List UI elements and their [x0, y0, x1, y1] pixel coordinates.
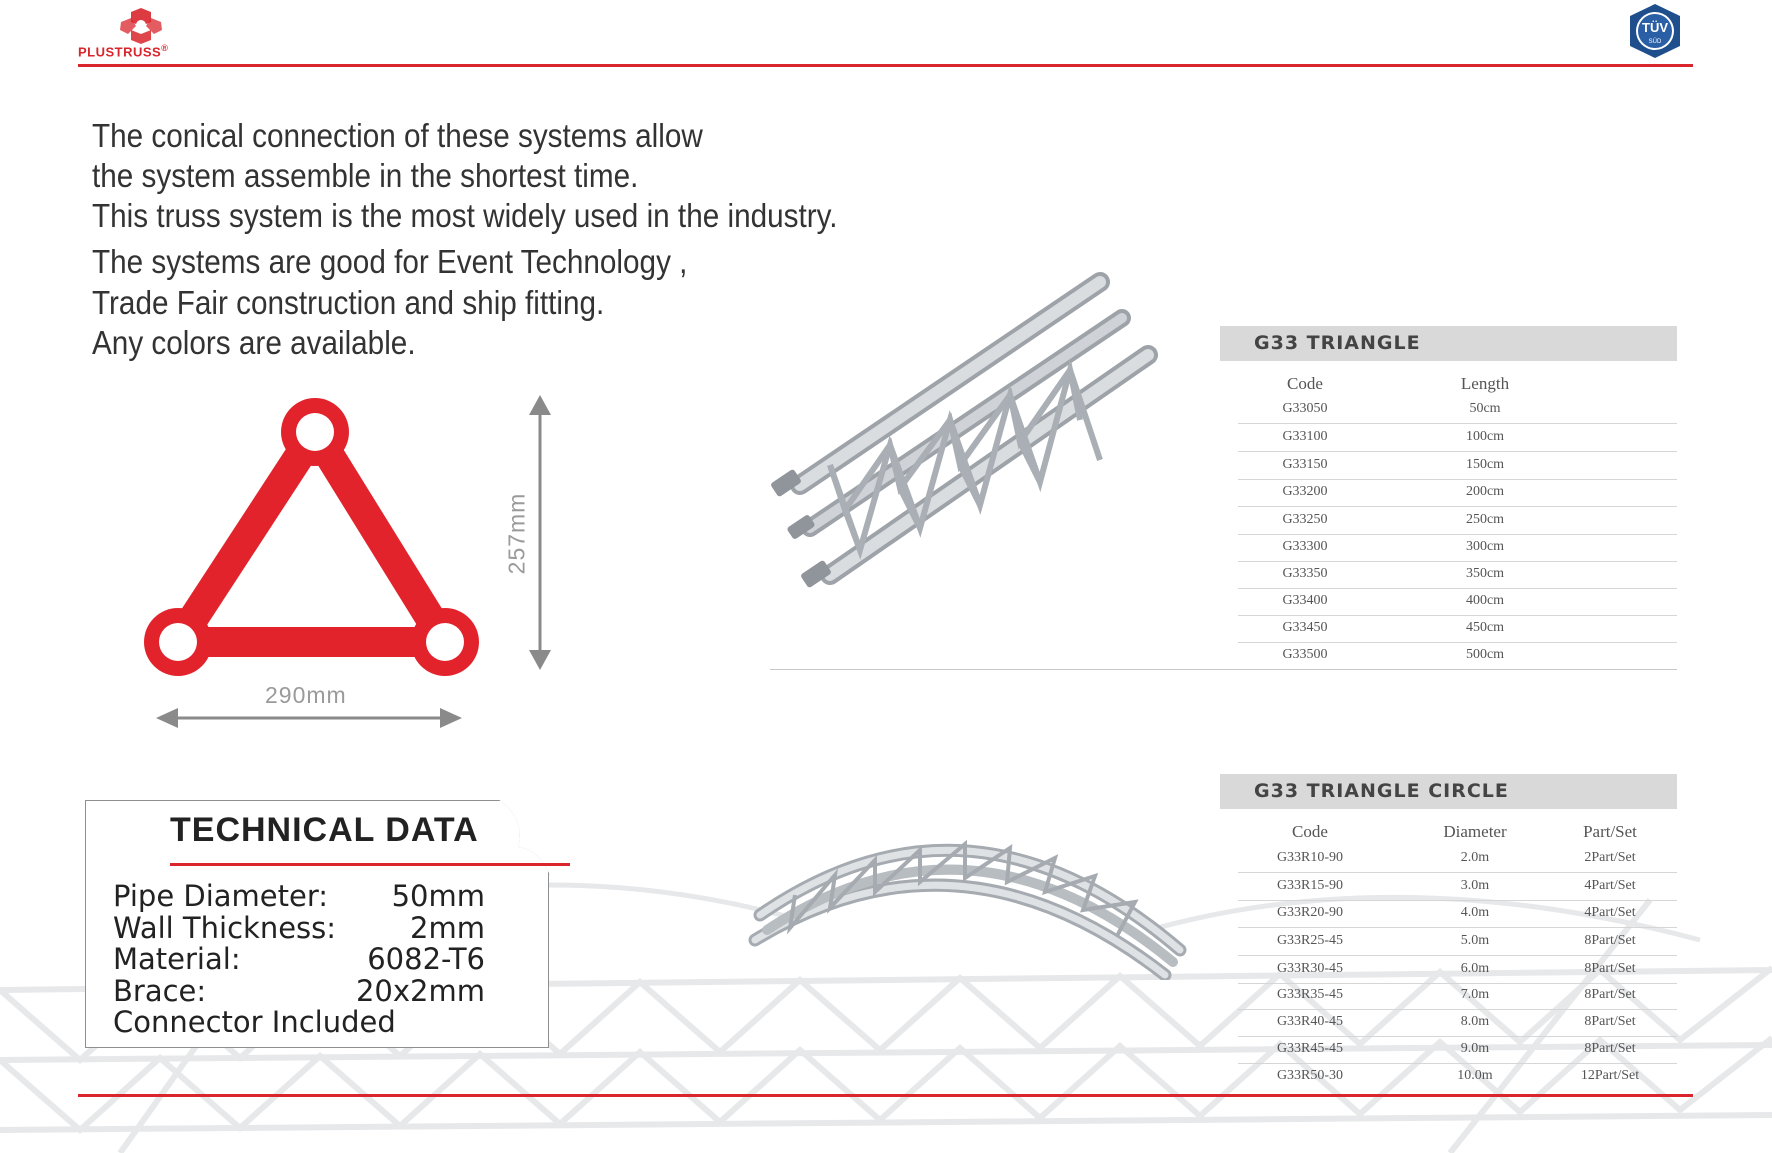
- technical-data-underline: [170, 863, 570, 866]
- spec-label-connector: Connector Included: [113, 1005, 396, 1039]
- brand-name: PLUSTRUSS®: [78, 43, 169, 60]
- circle-table-title: G33 TRIANGLE CIRCLE: [1220, 774, 1677, 809]
- table-row: G33350 350cm: [1238, 561, 1677, 589]
- spec-value-pipe-diameter: 50mm: [391, 879, 485, 913]
- profile-height-label: 257mm: [503, 492, 530, 575]
- technical-data-title: TECHNICAL DATA: [170, 811, 479, 849]
- table-row: G33R50-30 10.0m 12Part/Set: [1276, 1068, 1640, 1083]
- table-row: G33400 400cm: [1238, 588, 1677, 616]
- triangle-table-header-length: Length: [1460, 374, 1510, 393]
- table-row: G33R45-45 9.0m 8Part/Set: [1238, 1036, 1677, 1064]
- table-row: G33R30-45 6.0m 8Part/Set: [1238, 956, 1677, 984]
- technical-data-panel: [85, 800, 549, 1048]
- intro-line-3: This truss system is the most widely used in the industry.: [92, 197, 838, 234]
- circle-table-header-diameter: Diameter: [1443, 822, 1507, 841]
- table-row: G33R15-90 3.0m 4Part/Set: [1238, 873, 1677, 901]
- table-row: G33450 450cm: [1238, 615, 1677, 643]
- intro-line-6: Any colors are available.: [92, 324, 416, 361]
- width-dimension-arrow-icon: [156, 705, 462, 731]
- spec-label-pipe-diameter: Pipe Diameter:: [113, 879, 329, 913]
- table-row: G33050 50cm: [1238, 396, 1677, 424]
- circle-table-header-code: Code: [1292, 822, 1328, 841]
- triangle-circle-truss-image: [745, 830, 1195, 980]
- tuv-badge-text: TÜV: [1642, 20, 1668, 35]
- table-row: G33R20-90 4.0m 4Part/Set: [1238, 900, 1677, 928]
- header-divider: [78, 64, 1693, 67]
- spec-value-material: 6082-T6: [367, 942, 485, 976]
- spec-value-brace: 20x2mm: [355, 974, 485, 1008]
- table-row: G33250 250cm: [1238, 507, 1677, 535]
- intro-line-1: The conical connection of these systems allow: [92, 117, 703, 154]
- table-row: G33R40-45 8.0m 8Part/Set: [1238, 1009, 1677, 1037]
- triangle-table-header-code: Code: [1287, 374, 1323, 393]
- spec-label-material: Material:: [113, 942, 241, 976]
- table-row: G33R35-45 7.0m 8Part/Set: [1238, 982, 1677, 1010]
- table-row: G33200 200cm: [1238, 479, 1677, 507]
- table-row: G33300 300cm: [1238, 534, 1677, 562]
- footer-divider: [78, 1094, 1693, 1097]
- intro-line-5: Trade Fair construction and ship fitting.: [92, 284, 605, 321]
- triangle-table-title: G33 TRIANGLE: [1220, 326, 1677, 361]
- table-row: G33500 500cm: [770, 642, 1677, 670]
- table-row: G33R10-90 2.0m 2Part/Set: [1238, 845, 1677, 873]
- tuv-sud-badge-icon: [1624, 2, 1686, 60]
- spec-label-wall-thickness: Wall Thickness:: [113, 911, 337, 945]
- intro-line-4: The systems are good for Event Technology ,: [92, 243, 688, 280]
- spec-label-brace: Brace:: [113, 974, 207, 1008]
- table-row: G33R25-45 5.0m 8Part/Set: [1238, 928, 1677, 956]
- intro-line-2: the system assemble in the shortest time.: [92, 157, 639, 194]
- tuv-badge-subtext: SÜD: [1648, 39, 1662, 45]
- profile-width-label: 290mm: [265, 682, 347, 708]
- spec-value-wall-thickness: 2mm: [410, 911, 485, 945]
- circle-table-header-partset: Part/Set: [1583, 822, 1637, 841]
- table-row: G33100 100cm: [1238, 424, 1677, 452]
- triangle-profile-icon: [140, 380, 490, 680]
- triangle-truss-segment-image: [750, 270, 1170, 620]
- table-row: G33150 150cm: [1238, 452, 1677, 480]
